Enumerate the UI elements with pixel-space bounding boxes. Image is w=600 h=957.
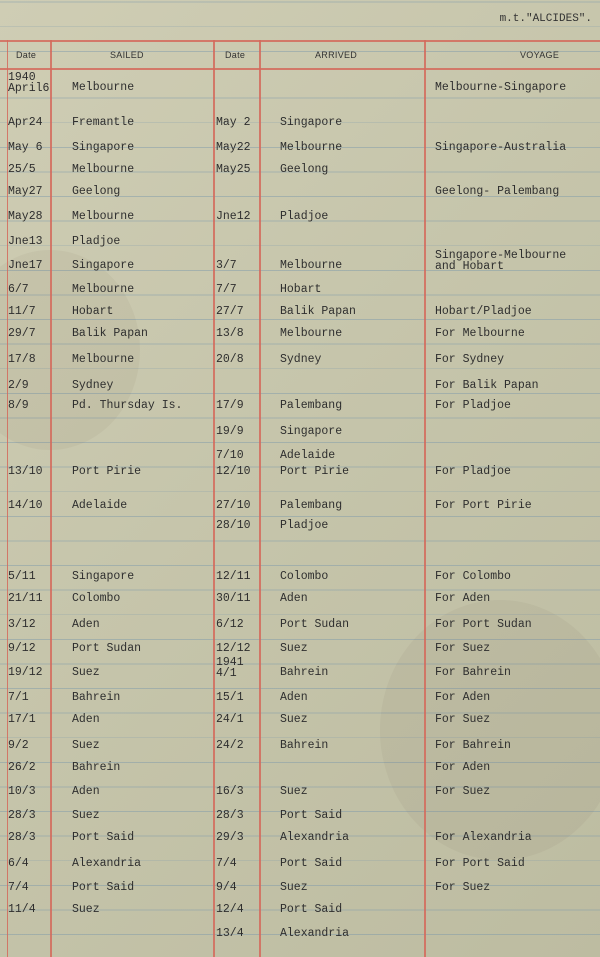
row-sailed-port: Pladjoe [72, 235, 121, 248]
row-sailed-date: 7/4 [8, 881, 29, 894]
row-sailed-port: Melbourne [72, 81, 135, 94]
row-voyage: For Port Said [435, 857, 525, 870]
header-sailed: SAILED [110, 50, 144, 60]
row-sailed-date: Jne17 [8, 259, 43, 272]
row-arrived-port: Aden [280, 691, 308, 704]
row-voyage: For Aden [435, 691, 491, 704]
row-sailed-port: Colombo [72, 592, 121, 605]
row-arrived-date: 13/8 [216, 327, 244, 340]
row-sailed-date: May27 [8, 185, 43, 198]
row-arrived-date: 7/10 [216, 449, 244, 462]
row-voyage: For Balik Papan [435, 379, 539, 392]
row-sailed-date: 28/3 [8, 809, 36, 822]
row-sailed-date: 19/12 [8, 666, 43, 679]
row-sailed-port: Singapore [72, 570, 135, 583]
row-arrived-port: Port Sudan [280, 618, 350, 631]
row-arrived-date: 12/4 [216, 903, 244, 916]
row-arrived-port: Port Said [280, 857, 343, 870]
row-sailed-date: 21/11 [8, 592, 43, 605]
row-arrived-port: Pladjoe [280, 210, 329, 223]
row-sailed-port: Suez [72, 666, 100, 679]
row-arrived-date: 7/4 [216, 857, 237, 870]
row-sailed-date: 5/11 [8, 570, 36, 583]
row-arrived-port: Melbourne [280, 259, 343, 272]
row-arrived-port: Melbourne [280, 141, 343, 154]
row-arrived-date: 24/1 [216, 713, 244, 726]
row-arrived-port: Colombo [280, 570, 329, 583]
row-sailed-port: Bahrein [72, 691, 121, 704]
row-voyage: For Sydney [435, 353, 505, 366]
row-arrived-port: Adelaide [280, 449, 336, 462]
header-voyage: VOYAGE [520, 50, 560, 60]
row-arrived-port: Suez [280, 713, 308, 726]
row-sailed-port: Port Said [72, 881, 135, 894]
row-arrived-date: 3/7 [216, 259, 237, 272]
row-arrived-port: Sydney [280, 353, 322, 366]
row-arrived-date: 9/4 [216, 881, 237, 894]
row-arrived-date: 19/9 [216, 425, 244, 438]
row-voyage: For Suez [435, 785, 491, 798]
row-voyage: Geelong- Palembang [435, 185, 560, 198]
row-sailed-port: Aden [72, 618, 100, 631]
row-sailed-date: May 6 [8, 141, 43, 154]
row-sailed-port: Sydney [72, 379, 114, 392]
row-arrived-date: Jne12 [216, 210, 251, 223]
row-sailed-date: 7/1 [8, 691, 29, 704]
row-sailed-port: Adelaide [72, 499, 128, 512]
row-sailed-date: 8/9 [8, 399, 29, 412]
row-voyage: For Bahrein [435, 739, 511, 752]
row-sailed-port: Aden [72, 713, 100, 726]
row-voyage: For Suez [435, 881, 491, 894]
row-arrived-date: 12/12 [216, 642, 251, 655]
row-sailed-date: Jne13 [8, 235, 43, 248]
row-arrived-date: 20/8 [216, 353, 244, 366]
row-arrived-date: 7/7 [216, 283, 237, 296]
row-arrived-port: Suez [280, 881, 308, 894]
row-sailed-date: 26/2 [8, 761, 36, 774]
row-sailed-port: Singapore [72, 259, 135, 272]
row-voyage: For Port Pirie [435, 499, 532, 512]
row-voyage: For Pladjoe [435, 399, 511, 412]
paper-stain [380, 600, 600, 860]
row-sailed-port: Alexandria [72, 857, 142, 870]
row-sailed-port: Port Sudan [72, 642, 142, 655]
row-sailed-date: 10/3 [8, 785, 36, 798]
row-sailed-date: 25/5 [8, 163, 36, 176]
row-arrived-port: Suez [280, 642, 308, 655]
row-arrived-date: 28/3 [216, 809, 244, 822]
row-arrived-date: 27/7 [216, 305, 244, 318]
row-arrived-date: 12/11 [216, 570, 251, 583]
row-arrived-port: Palembang [280, 499, 343, 512]
row-sailed-date: 17/8 [8, 353, 36, 366]
paper-stain [0, 250, 140, 450]
row-arrived-port: Port Pirie [280, 465, 350, 478]
row-arrived-port: Port Said [280, 809, 343, 822]
row-arrived-date: 15/1 [216, 691, 244, 704]
row-arrived-port: Alexandria [280, 831, 350, 844]
row-arrived-date: 30/11 [216, 592, 251, 605]
row-sailed-date: 9/2 [8, 739, 29, 752]
row-arrived-port: Bahrein [280, 666, 329, 679]
row-sailed-date: 6/7 [8, 283, 29, 296]
row-voyage: For Colombo [435, 570, 511, 583]
header-top-rule [0, 40, 600, 42]
row-arrived-date: 28/10 [216, 519, 251, 532]
row-arrived-date: 17/9 [216, 399, 244, 412]
row-sailed-port: Suez [72, 809, 100, 822]
row-voyage: For Pladjoe [435, 465, 511, 478]
row-arrived-port: Geelong [280, 163, 329, 176]
row-arrived-date: May22 [216, 141, 251, 154]
row-sailed-date: 3/12 [8, 618, 36, 631]
row-arrived-port: Pladjoe [280, 519, 329, 532]
column-rule [259, 40, 261, 957]
row-sailed-port: Aden [72, 785, 100, 798]
row-sailed-date: 11/4 [8, 903, 36, 916]
row-arrived-port: Alexandria [280, 927, 350, 940]
row-arrived-date: 16/3 [216, 785, 244, 798]
row-arrived-port: Singapore [280, 425, 343, 438]
row-sailed-port: Port Said [72, 831, 135, 844]
row-arrived-port: Aden [280, 592, 308, 605]
column-rule [50, 40, 52, 957]
row-arrived-date: 12/10 [216, 465, 251, 478]
row-sailed-date: May28 [8, 210, 43, 223]
header-bottom-rule [0, 68, 600, 70]
column-rule [424, 40, 426, 957]
row-sailed-date: 17/1 [8, 713, 36, 726]
row-voyage: For Aden [435, 761, 491, 774]
row-sailed-port: Suez [72, 903, 100, 916]
row-voyage: For Port Sudan [435, 618, 532, 631]
header-date-sailed: Date [16, 50, 37, 60]
row-sailed-date: 28/3 [8, 831, 36, 844]
row-arrived-date: 6/12 [216, 618, 244, 631]
row-arrived-date: 1941 4/1 [216, 656, 244, 680]
row-sailed-port: Hobart [72, 305, 114, 318]
row-sailed-port: Bahrein [72, 761, 121, 774]
row-voyage: For Melbourne [435, 327, 525, 340]
row-sailed-port: Fremantle [72, 116, 135, 129]
row-arrived-date: 13/4 [216, 927, 244, 940]
row-arrived-port: Balik Papan [280, 305, 356, 318]
row-sailed-date: 9/12 [8, 642, 36, 655]
row-sailed-port: Balik Papan [72, 327, 148, 340]
row-arrived-port: Bahrein [280, 739, 329, 752]
row-sailed-port: Melbourne [72, 210, 135, 223]
row-sailed-port: Melbourne [72, 353, 135, 366]
row-arrived-port: Singapore [280, 116, 343, 129]
row-sailed-port: Melbourne [72, 163, 135, 176]
row-arrived-port: Melbourne [280, 327, 343, 340]
row-sailed-port: Port Pirie [72, 465, 142, 478]
row-voyage: Melbourne-Singapore [435, 81, 567, 94]
row-sailed-port: Pd. Thursday Is. [72, 399, 183, 412]
row-voyage: For Aden [435, 592, 491, 605]
row-sailed-date: 1940 April6 [8, 71, 50, 95]
row-sailed-port: Singapore [72, 141, 135, 154]
row-voyage: Hobart/Pladjoe [435, 305, 532, 318]
row-voyage: For Suez [435, 642, 491, 655]
column-rule [213, 40, 215, 957]
row-arrived-port: Palembang [280, 399, 343, 412]
row-voyage: Singapore-Melbourne and Hobart [435, 249, 567, 273]
row-sailed-port: Geelong [72, 185, 121, 198]
row-arrived-date: 24/2 [216, 739, 244, 752]
row-sailed-date: 6/4 [8, 857, 29, 870]
row-arrived-port: Hobart [280, 283, 322, 296]
row-arrived-port: Port Said [280, 903, 343, 916]
row-sailed-port: Suez [72, 739, 100, 752]
row-voyage: For Suez [435, 713, 491, 726]
row-sailed-port: Melbourne [72, 283, 135, 296]
row-arrived-port: Suez [280, 785, 308, 798]
ship-name: m.t."ALCIDES". [499, 13, 592, 25]
row-sailed-date: 14/10 [8, 499, 43, 512]
header-arrived: ARRIVED [315, 50, 358, 60]
row-sailed-date: 11/7 [8, 305, 36, 318]
row-arrived-date: May 2 [216, 116, 251, 129]
row-arrived-date: May25 [216, 163, 251, 176]
row-voyage: For Bahrein [435, 666, 511, 679]
row-arrived-date: 29/3 [216, 831, 244, 844]
row-arrived-date: 27/10 [216, 499, 251, 512]
row-sailed-date: Apr24 [8, 116, 43, 129]
header-date-arrived: Date [225, 50, 246, 60]
row-sailed-date: 2/9 [8, 379, 29, 392]
row-sailed-date: 29/7 [8, 327, 36, 340]
row-sailed-date: 13/10 [8, 465, 43, 478]
row-voyage: Singapore-Australia [435, 141, 567, 154]
row-voyage: For Alexandria [435, 831, 532, 844]
